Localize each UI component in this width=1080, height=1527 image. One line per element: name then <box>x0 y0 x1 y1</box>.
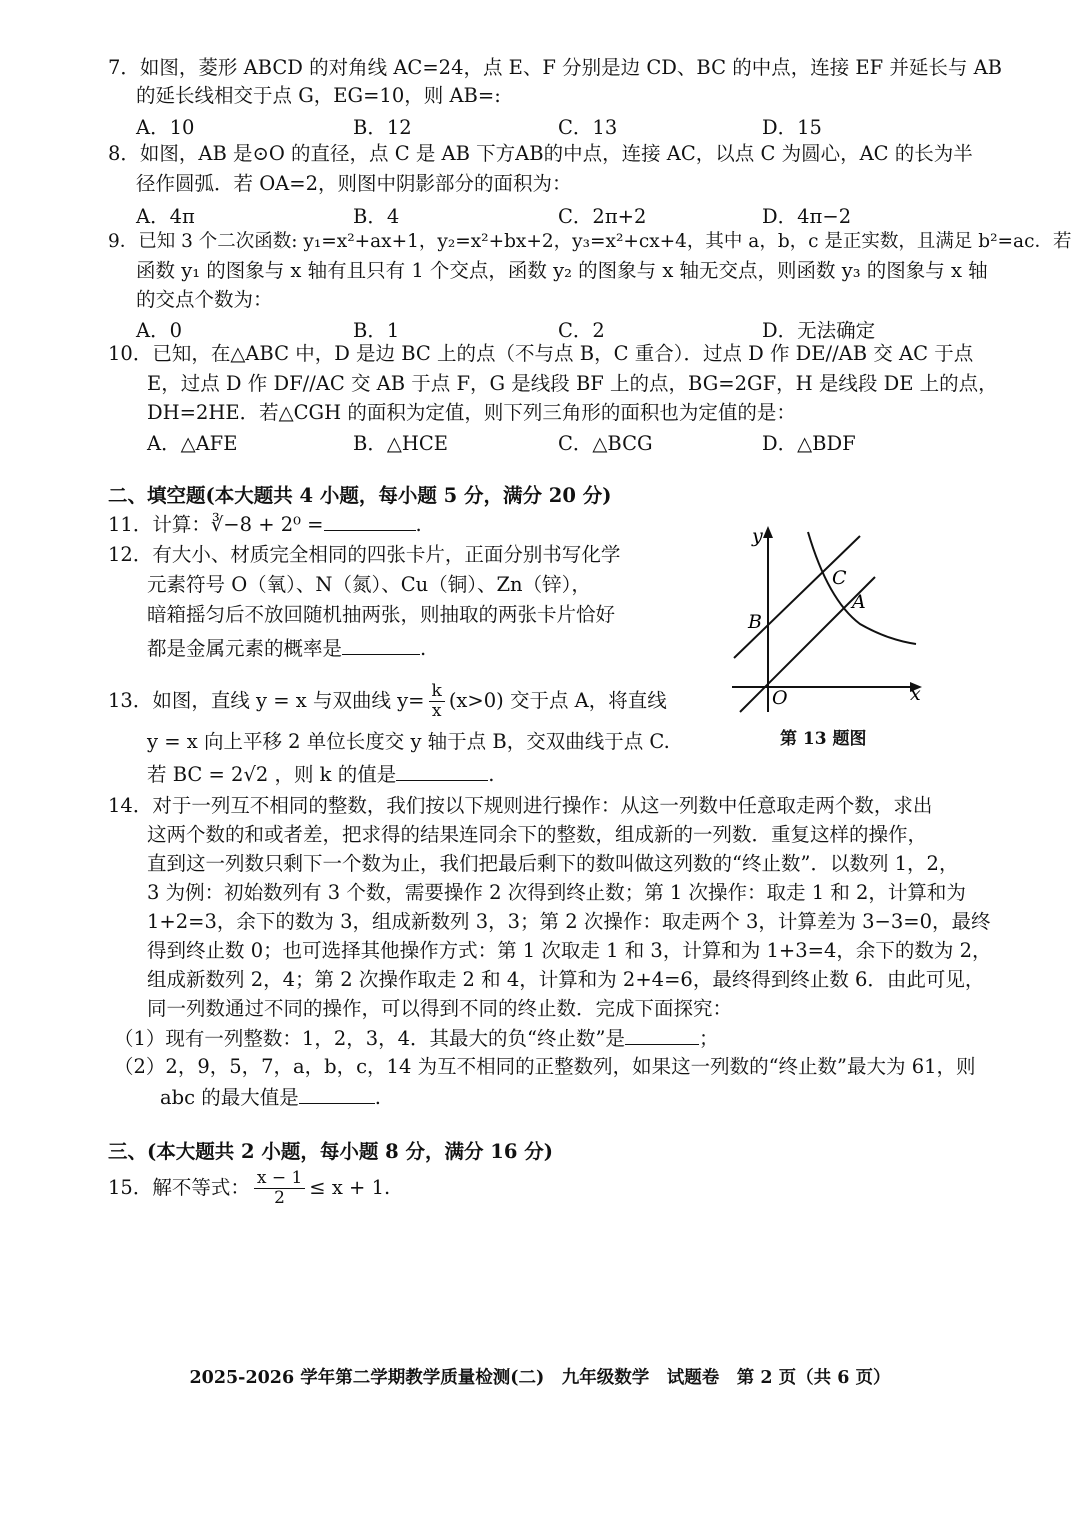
q15-suffix: ≤ x + 1. <box>309 1176 391 1199</box>
q15-fraction <box>254 1169 305 1208</box>
q9-option-d: D．无法确定 <box>762 319 876 342</box>
q15-prefix: 15．解不等式： <box>108 1176 250 1199</box>
q13-line1 <box>108 682 667 721</box>
q13-fraction-denominator: x <box>431 701 442 721</box>
page-footer: 2025-2026 学年第二学期教学质量检测(二) 九年级数学 试题卷 第 2 页（共 6 页） <box>189 1368 891 1388</box>
q14-line6: 得到终止数 0；也可选择其他操作方式：第 1 次取走 1 和 3，计算和为 1+3=4，余下的数为 2， <box>147 939 992 962</box>
y-axis-arrow <box>763 526 773 538</box>
q8-option-a: A．4π <box>136 205 195 228</box>
q7-option-b: B．12 <box>353 116 412 139</box>
q14-sub1-end: ； <box>698 1027 719 1050</box>
q7-option-d: D．15 <box>762 116 822 139</box>
q12-line1: 12．有大小、材质完全相同的四张卡片，正面分别书写化学 <box>108 543 621 566</box>
section3-title: 三、(本大题共 2 小题，每小题 8 分，满分 16 分) <box>108 1140 553 1163</box>
q10-option-c: C．△BCG <box>558 432 653 455</box>
q9-line3: 的交点个数为： <box>136 288 273 311</box>
q11-expression: ∛−8 + 2⁰ = <box>210 513 324 536</box>
q7-line1: 7．如图，菱形 ABCD 的对角线 AC=24，点 E、F 分别是边 CD、BC 的中点，连接 EF 并延长与 AB <box>108 56 1002 79</box>
q14-sub2-end: . <box>374 1086 381 1109</box>
q13-line3-text: 若 BC = 2√2 ，则 k 的值是 <box>147 763 397 786</box>
q13-fraction <box>429 682 445 721</box>
q10-option-d: D．△BDF <box>762 432 856 455</box>
line-shifted <box>734 536 860 658</box>
q10-line2: E，过点 D 作 DF//AC 交 AB 于点 F，G 是线段 BF 上的点，BG=2GF，H 是线段 DE 上的点， <box>147 372 998 395</box>
q7-option-c: C．13 <box>558 116 618 139</box>
q14-sub2b-text: abc 的最大值是 <box>160 1086 299 1109</box>
q12-end: . <box>420 637 427 660</box>
q12-line3: 暗箱摇匀后不放回随机抽两张，则抽取的两张卡片恰好 <box>147 603 616 626</box>
label-o: O <box>772 687 788 709</box>
q11-answer-blank <box>324 512 416 531</box>
q14-sub1 <box>114 1026 719 1051</box>
q8-line1: 8．如图，AB 是⊙O 的直径，点 C 是 AB 下方AB的中点，连接 AC，以点 C 为圆心，AC 的长为半 <box>108 142 973 165</box>
q14-line4: 3 为例：初始数列有 3 个数，需要操作 2 次得到终止数；第 1 次操作：取走 1 和 2，计算和为 <box>147 881 966 904</box>
q14-line3: 直到这一列数只剩下一个数为止，我们把最后剩下的数叫做这列数的“终止数”．以数列 1，2， <box>147 852 959 875</box>
q12-line2: 元素符号 O（氧）、N（氮）、Cu（铜）、Zn（锌）， <box>147 573 591 596</box>
q10-line3: DH=2HE．若△CGH 的面积为定值，则下列三角形的面积也为定值的是： <box>147 401 796 424</box>
q13-line1b: (x>0) 交于点 A，将直线 <box>448 689 667 712</box>
q14-line5: 1+2=3，余下的数为 3，组成新数列 3，3；第 2 次操作：取走两个 3，计算差为 3−3=0，最终 <box>147 910 991 933</box>
section2-title: 二、填空题(本大题共 4 小题，每小题 5 分，满分 20 分) <box>108 484 612 507</box>
q8-line2: 径作圆弧．若 OA=2，则图中阴影部分的面积为： <box>136 172 572 195</box>
q12-line4 <box>147 636 426 661</box>
q15-fraction-denominator: 2 <box>274 1188 285 1208</box>
q13-end: . <box>488 763 495 786</box>
label-b: B <box>748 611 762 633</box>
q14-sub1-answer-blank <box>625 1026 699 1045</box>
q14-line8: 同一列数通过不同的操作，可以得到不同的终止数．完成下面探究： <box>147 997 733 1020</box>
q10-option-b: B．△HCE <box>353 432 448 455</box>
q15-fraction-numerator: x − 1 <box>254 1169 305 1189</box>
label-y: y <box>752 525 763 547</box>
q15 <box>108 1168 390 1208</box>
q9-option-c: C．2 <box>558 319 605 342</box>
figure-13-caption: 第 13 题图 <box>780 729 867 749</box>
q14-sub1-text: （1）现有一列整数：1，2，3，4．其最大的负“终止数”是 <box>114 1027 625 1050</box>
q13-answer-blank <box>396 762 488 781</box>
q9-option-b: B．1 <box>353 319 400 342</box>
q14-sub2-answer-blank <box>299 1085 375 1104</box>
q12-line4-text: 都是金属元素的概率是 <box>147 637 343 660</box>
q11-end: . <box>415 513 422 536</box>
q10-option-a: A．△AFE <box>147 432 238 455</box>
label-c: C <box>832 567 847 589</box>
q14-line1: 14．对于一列互不相同的整数，我们按以下规则进行操作：从这一列数中任意取走两个数，求出 <box>108 794 933 817</box>
q14-line2: 这两个数的和或者差，把求得的结果连同余下的整数，组成新的一列数．重复这样的操作， <box>147 823 928 846</box>
figure-13 <box>720 520 940 720</box>
q11 <box>108 512 422 537</box>
q13-line3 <box>147 762 494 787</box>
q9-option-a: A．0 <box>136 319 182 342</box>
q8-option-d: D．4π−2 <box>762 205 852 228</box>
q8-option-b: B．4 <box>353 205 400 228</box>
q9-line2: 函数 y₁ 的图象与 x 轴有且只有 1 个交点，函数 y₂ 的图象与 x 轴无交点，则函数 y₃ 的图象与 x 轴 <box>136 259 988 282</box>
q9-line1: 9．已知 3 个二次函数: y₁=x²+ax+1，y₂=x²+bx+2，y₃=x²+cx+4，其中 a，b，c 是正实数，且满足 b²=ac．若 <box>108 231 1072 252</box>
q7-option-a: A．10 <box>136 116 195 139</box>
q14-sub2: （2）2，9，5，7，a，b，c，14 为互不相同的正整数列，如果这一列数的“终止数”最大为 61，则 <box>114 1055 976 1078</box>
label-a: A <box>852 591 866 613</box>
q10-line1: 10．已知，在△ABC 中，D 是边 BC 上的点（不与点 B，C 重合）．过点 D 作 DE//AB 交 AC 于点 <box>108 342 974 365</box>
label-x: x <box>910 683 921 705</box>
q12-answer-blank <box>342 636 420 655</box>
q8-option-c: C．2π+2 <box>558 205 647 228</box>
q13-line1a: 13．如图，直线 y = x 与双曲线 y= <box>108 689 425 712</box>
q14-line7: 组成新数列 2，4；第 2 次操作取走 2 和 4，计算和为 2+4=6，最终得到终止数 6．由此可见， <box>147 968 985 991</box>
q7-line2: 的延长线相交于点 G，EG=10，则 AB=: <box>136 84 501 107</box>
q13-line2: y = x 向上平移 2 单位长度交 y 轴于点 B，交双曲线于点 C. <box>147 730 670 753</box>
q11-prefix: 11．计算： <box>108 513 211 536</box>
q14-sub2-line2 <box>160 1085 381 1110</box>
q13-fraction-numerator: k <box>429 682 445 702</box>
